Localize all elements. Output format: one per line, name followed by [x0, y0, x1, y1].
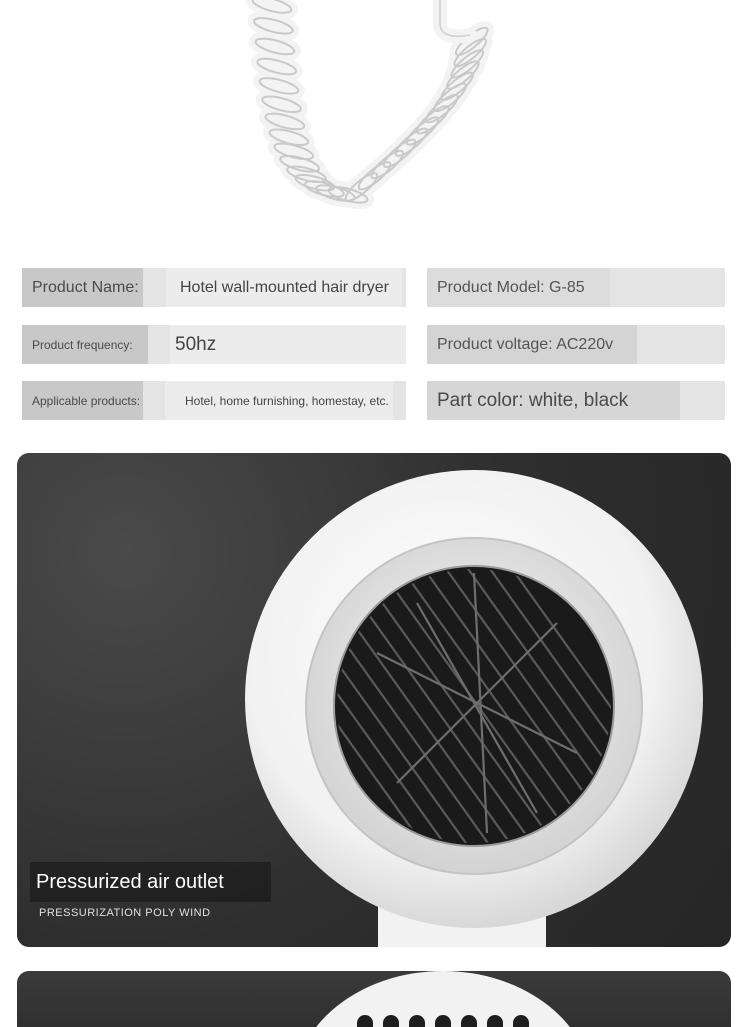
spec-row-product-name: [22, 268, 406, 307]
spec-label: Part color: white, black: [427, 381, 680, 420]
spec-row-product-frequency: [22, 325, 406, 364]
spec-value: 50hz: [170, 325, 406, 364]
spec-value: Hotel, home furnishing, homestay, etc.: [165, 381, 393, 420]
spec-label: Product Name:: [22, 268, 143, 307]
feature-panel-2: [17, 971, 731, 1027]
spec-row-part-color: [427, 381, 725, 420]
coiled-cord-image: [0, 0, 749, 250]
spec-row-product-model: [427, 268, 725, 307]
spec-label: Product Model: G-85: [427, 268, 610, 307]
spec-label: Product frequency:: [22, 325, 148, 364]
feature-panel: [17, 453, 731, 947]
feature-title: Pressurized air outlet: [30, 862, 271, 902]
spec-row-product-voltage: [427, 325, 725, 364]
spec-value: Hotel wall-mounted hair dryer: [166, 268, 402, 307]
feature-subtitle: PRESSURIZATION POLY WIND: [39, 907, 211, 919]
hair-dryer-vent-image: [17, 971, 731, 1027]
spec-label: Applicable products:: [22, 381, 143, 420]
spec-label: Product voltage: AC220v: [427, 325, 637, 364]
spec-row-applicable-products: [22, 381, 406, 420]
